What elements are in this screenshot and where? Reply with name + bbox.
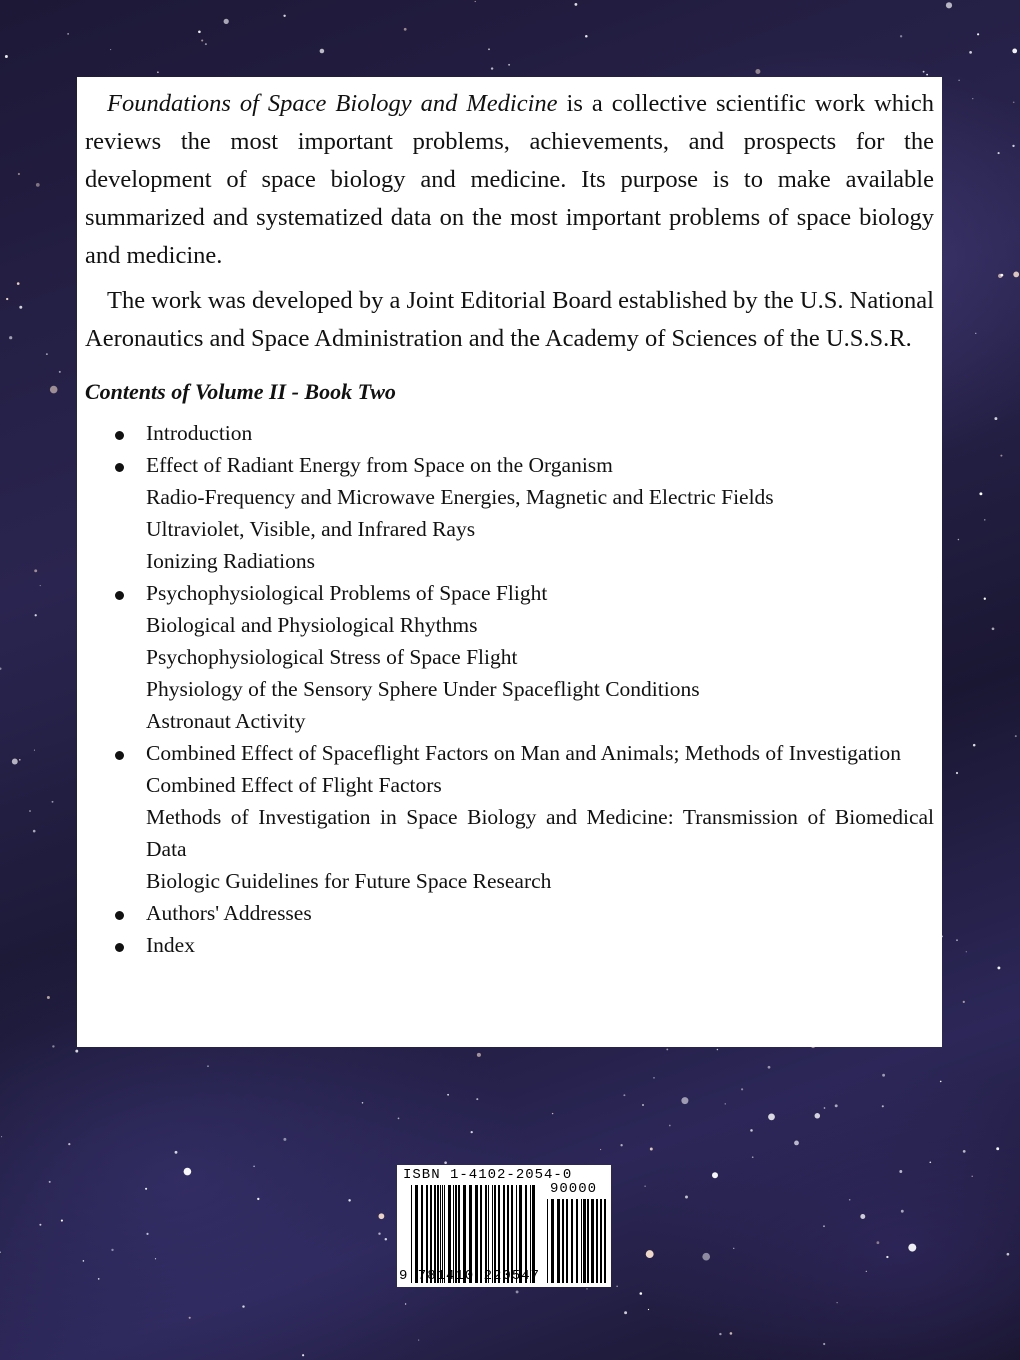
star (1000, 455, 1002, 457)
bullet-icon (115, 463, 124, 472)
barcode-bar (576, 1199, 578, 1283)
star (207, 1065, 208, 1066)
star (516, 1290, 519, 1293)
star (997, 966, 1000, 969)
contents-item-label: Effect of Radiant Energy from Space on the Organism (146, 453, 613, 477)
star (477, 1053, 481, 1057)
star (646, 1250, 654, 1258)
star (956, 939, 958, 941)
barcode-bar (581, 1199, 582, 1283)
star (110, 49, 111, 50)
star (19, 759, 21, 761)
star (908, 1244, 916, 1252)
star (175, 1151, 178, 1154)
barcode-bars-addon (547, 1199, 607, 1283)
star (900, 35, 902, 37)
contents-subitem: Psychophysiological Stress of Space Flight (146, 645, 518, 669)
star (972, 98, 973, 99)
star (378, 1232, 380, 1234)
contents-subitem: Combined Effect of Flight Factors (146, 773, 442, 797)
star (685, 1196, 688, 1199)
barcode-bar (596, 1199, 598, 1283)
star (385, 1238, 387, 1240)
star (46, 353, 48, 355)
contents-item (85, 929, 934, 961)
star (623, 1094, 625, 1096)
star (68, 1143, 70, 1145)
book-title: Foundations of Space Biology and Medicine (107, 90, 558, 117)
star (379, 1213, 385, 1219)
star (860, 1214, 865, 1219)
bullet-icon (115, 911, 124, 920)
star (963, 1001, 965, 1003)
price-code-label: 90000 (550, 1181, 598, 1197)
star (67, 33, 69, 35)
contents-item-label: Psychophysiological Problems of Space Flight (146, 581, 548, 605)
star (977, 33, 979, 35)
star (476, 1098, 478, 1100)
star (52, 801, 54, 803)
star (648, 1309, 649, 1310)
bullet-icon (115, 943, 124, 952)
contents-item-label: Combined Effect of Spaceflight Factors on Man and Animals; Methods of Investigation (146, 741, 901, 765)
star (184, 1168, 192, 1176)
star (488, 48, 490, 50)
contents-item-label: Authors' Addresses (146, 901, 312, 925)
star (702, 1253, 710, 1261)
star (586, 1288, 587, 1289)
star (75, 1050, 78, 1053)
barcode-bar (562, 1199, 564, 1283)
star (984, 519, 985, 520)
star (447, 1094, 449, 1096)
star (39, 1224, 41, 1226)
star (1007, 1253, 1010, 1256)
star (958, 80, 959, 81)
star (969, 51, 972, 54)
star (283, 1138, 286, 1141)
contents-subitem: Methods of Investigation in Space Biology and Medicine: Transmission of Biomedical Data (146, 805, 934, 861)
star (923, 71, 925, 73)
star (491, 67, 493, 69)
star (1012, 145, 1014, 147)
star (98, 1278, 100, 1280)
bullet-icon (115, 591, 124, 600)
star (19, 306, 22, 309)
star (205, 43, 207, 45)
star (49, 1181, 51, 1183)
star (644, 1186, 645, 1187)
contents-title: Contents of Volume II - Book Two (85, 379, 396, 404)
star (642, 1104, 644, 1106)
star (1013, 272, 1019, 278)
star (956, 772, 958, 774)
star (666, 1048, 668, 1050)
star (984, 598, 986, 600)
star (730, 1332, 733, 1335)
star (362, 1102, 364, 1104)
contents-subitem: Biologic Guidelines for Future Space Research (146, 869, 552, 893)
star (669, 1125, 671, 1127)
star (681, 1097, 688, 1104)
star (946, 2, 952, 8)
barcode-bar (583, 1199, 586, 1283)
star (418, 1340, 419, 1341)
star (242, 1305, 244, 1307)
star (405, 1303, 406, 1304)
barcode-bar (591, 1199, 594, 1283)
star (877, 1241, 880, 1244)
star (973, 744, 976, 747)
star (996, 1147, 999, 1150)
star (189, 1317, 191, 1319)
star (475, 1, 476, 2)
star (111, 1249, 113, 1251)
star (50, 386, 58, 394)
star (574, 3, 577, 6)
star (9, 336, 12, 339)
star (47, 996, 50, 999)
star (824, 1107, 826, 1109)
star (624, 1311, 627, 1314)
isbn-label: ISBN 1-4102-2054-0 (403, 1167, 573, 1183)
star (768, 1113, 775, 1120)
star (823, 1225, 825, 1227)
contents-subitem: Ionizing Radiations (146, 549, 315, 573)
star (320, 49, 325, 54)
star (444, 1161, 447, 1164)
contents-item-label: Index (146, 933, 195, 957)
barcode-bar (587, 1199, 589, 1283)
star (992, 627, 995, 630)
star (36, 183, 40, 187)
star (224, 19, 229, 24)
star (975, 333, 976, 334)
star (17, 282, 20, 285)
contents-subitem: Biological and Physiological Rhythms (146, 613, 478, 637)
star (719, 1333, 721, 1335)
star (882, 1074, 885, 1077)
contents-subitem: Astronaut Activity (146, 709, 306, 733)
star (994, 417, 997, 420)
contents-item-label: Introduction (146, 421, 253, 445)
star (958, 539, 960, 541)
contents-list (85, 417, 934, 961)
star (1012, 49, 1017, 54)
barcode-bar (571, 1199, 573, 1283)
barcode-bar (600, 1199, 602, 1283)
star (750, 1129, 753, 1132)
star (302, 1354, 304, 1356)
star (794, 1141, 799, 1146)
isbn-barcode (397, 1165, 611, 1287)
bullet-icon (115, 431, 124, 440)
star (725, 1103, 726, 1104)
star (404, 28, 407, 31)
star (6, 298, 8, 300)
description-paragraph-1 (85, 85, 934, 275)
star (40, 585, 41, 586)
star (768, 1066, 771, 1069)
star (52, 1045, 54, 1047)
star (755, 69, 760, 74)
star (471, 1131, 473, 1133)
star (1, 1136, 2, 1137)
star (0, 667, 2, 669)
star (155, 1258, 156, 1259)
star (83, 1260, 85, 1262)
star (157, 71, 159, 73)
star (146, 1233, 148, 1235)
star (0, 1251, 1, 1252)
star (752, 1156, 754, 1158)
star (552, 1113, 553, 1114)
star (717, 1049, 719, 1051)
star (640, 1292, 643, 1295)
star (1013, 101, 1015, 103)
barcode-bar (547, 1199, 548, 1283)
description-paragraph-2: The work was developed by a Joint Editorial Board established by the U.S. National Aeronautics and Space Administration and the Academy of Sciences of the U.S.S.R. (85, 287, 934, 352)
star (585, 35, 588, 38)
star (849, 1199, 851, 1201)
star (18, 173, 20, 175)
star (823, 1343, 825, 1345)
star (34, 750, 35, 751)
barcode-bar (566, 1199, 568, 1283)
star (835, 1104, 838, 1107)
star (882, 1105, 884, 1107)
star (901, 1210, 904, 1213)
star (979, 492, 982, 495)
contents-subitem: Physiology of the Sensory Sphere Under Spaceflight Conditions (146, 677, 700, 701)
description-paragraph-1-text: is a collective scientific work which reviews the most important problems, achievements, and prospects for the development of space biology and medicine. Its purpose is to make available summarized and systematized data on the most important problems of space biology and medicine. (85, 90, 934, 269)
star (12, 759, 18, 765)
contents-item (85, 897, 934, 929)
star (198, 30, 201, 33)
star (866, 1271, 867, 1272)
contents-item (85, 417, 934, 449)
star (398, 1118, 400, 1120)
star (253, 1165, 255, 1167)
description-panel (77, 77, 942, 1047)
star (815, 1113, 821, 1119)
star (940, 1081, 942, 1083)
star (616, 1286, 617, 1287)
star (348, 1199, 350, 1201)
star (283, 15, 285, 17)
star (998, 152, 1000, 154)
star (899, 1170, 902, 1173)
star (929, 1161, 931, 1163)
contents-item (85, 449, 934, 481)
contents-item (85, 737, 934, 769)
star (600, 1149, 601, 1150)
star (61, 1220, 63, 1222)
star (733, 1248, 734, 1249)
star (971, 1176, 972, 1177)
star (33, 830, 36, 833)
star (35, 614, 37, 616)
contents-subitem: Ultraviolet, Visible, and Infrared Rays (146, 517, 476, 541)
star (59, 371, 61, 373)
star (837, 1302, 838, 1303)
barcode-bar (551, 1199, 554, 1283)
star (34, 569, 37, 572)
star (966, 951, 967, 952)
star (712, 1172, 718, 1178)
bullet-icon (115, 751, 124, 760)
contents-subitem: Radio-Frequency and Microwave Energies, Magnetic and Electric Fields (146, 485, 774, 509)
star (29, 810, 31, 812)
barcode-bar (604, 1199, 606, 1283)
contents-item (85, 577, 934, 609)
star (741, 1088, 743, 1090)
star (508, 64, 510, 66)
star (886, 1256, 888, 1258)
star (620, 1144, 622, 1146)
star (5, 55, 8, 58)
star (257, 1198, 259, 1200)
star (653, 1077, 654, 1078)
star (201, 39, 203, 41)
ean-number: 9 781410 220547 (399, 1268, 541, 1284)
star (145, 1188, 147, 1190)
star (926, 74, 928, 76)
star (1015, 735, 1017, 737)
barcode-bar (557, 1199, 560, 1283)
star (1001, 274, 1004, 277)
star (963, 1150, 966, 1153)
star (650, 1148, 653, 1151)
